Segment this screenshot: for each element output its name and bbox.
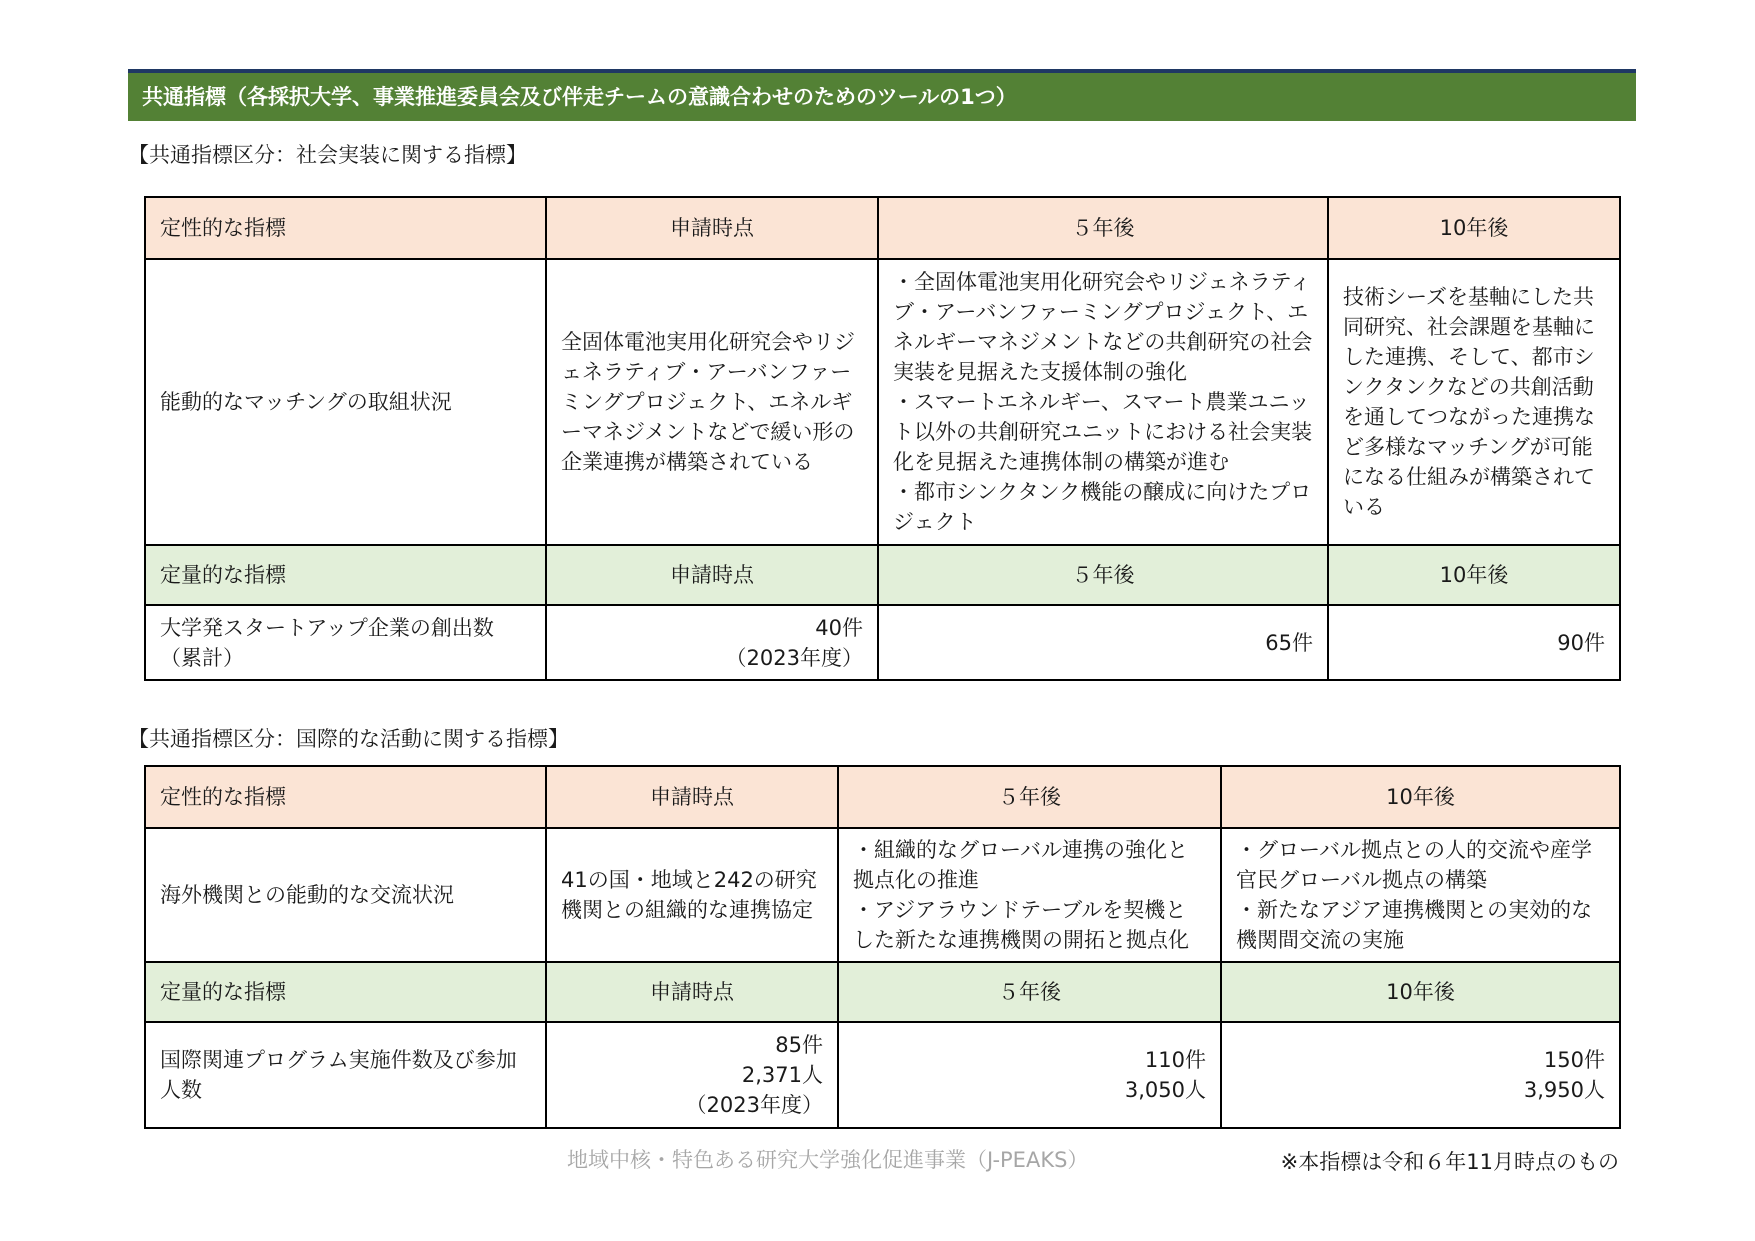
page-title: 共通指標（各採択大学、事業推進委員会及び伴走チームの意識合わせのためのツールの1つ）: [128, 73, 1636, 121]
header-cell: 10年後: [1221, 766, 1620, 828]
header-cell: 定量的な指標: [145, 962, 546, 1022]
header-cell: 定性的な指標: [145, 766, 546, 828]
year10-value: 150件 3,950人: [1221, 1022, 1620, 1128]
qualitative-row: [145, 259, 1620, 545]
header-cell: 10年後: [1328, 545, 1620, 605]
header-cell: ５年後: [838, 766, 1221, 828]
year5-value: 65件: [878, 605, 1328, 680]
header-cell: 10年後: [1328, 197, 1620, 259]
section-title-international: 【共通指標区分：国際的な活動に関する指標】: [128, 727, 569, 751]
section-title-social: 【共通指標区分：社会実装に関する指標】: [128, 143, 527, 167]
qualitative-row: [145, 828, 1620, 962]
year5-value: 110件 3,050人: [838, 1022, 1221, 1128]
application-value: 40件 （2023年度）: [546, 605, 878, 680]
indicator-label: 海外機関との能動的な交流状況: [145, 828, 546, 962]
quantitative-header-row: [145, 962, 1620, 1022]
header-cell: 10年後: [1221, 962, 1620, 1022]
header-cell: ５年後: [878, 197, 1328, 259]
quantitative-row: [145, 605, 1620, 680]
quantitative-row: [145, 1022, 1620, 1128]
header-cell: 申請時点: [546, 766, 838, 828]
header-cell: 申請時点: [546, 197, 878, 259]
application-value: 85件 2,371人 （2023年度）: [546, 1022, 838, 1128]
international-indicator-table: [144, 765, 1621, 1129]
quantitative-header-row: [145, 545, 1620, 605]
year10-value: 90件: [1328, 605, 1620, 680]
program-name: 地域中核・特色ある研究大学強化促進事業（J-PEAKS）: [567, 1148, 1089, 1172]
qualitative-header-row: [145, 197, 1620, 259]
indicator-label: 国際関連プログラム実施件数及び参加人数: [145, 1022, 546, 1128]
header-cell: ５年後: [878, 545, 1328, 605]
header-cell: 定性的な指標: [145, 197, 546, 259]
header-cell: 定量的な指標: [145, 545, 546, 605]
social-indicator-table: [144, 196, 1621, 681]
header-cell: ５年後: [838, 962, 1221, 1022]
qualitative-header-row: [145, 766, 1620, 828]
header-cell: 申請時点: [546, 962, 838, 1022]
header-cell: 申請時点: [546, 545, 878, 605]
year5-value: ・組織的なグローバル連携の強化と拠点化の推進 ・アジアラウンドテーブルを契機とした新たな連携機関の開拓と拠点化: [838, 828, 1221, 962]
application-value: 全固体電池実用化研究会やリジェネラティブ・アーバンファーミングプロジェクト、エネルギーマネジメントなどで緩い形の企業連携が構築されている: [546, 259, 878, 545]
application-value: 41の国・地域と242の研究機関との組織的な連携協定: [546, 828, 838, 962]
year10-value: ・グローバル拠点との人的交流や産学官民グローバル拠点の構築 ・新たなアジア連携機関との実効的な機関間交流の実施: [1221, 828, 1620, 962]
year5-value: ・全固体電池実用化研究会やリジェネラティブ・アーバンファーミングプロジェクト、エネルギーマネジメントなどの共創研究の社会実装を見据えた支援体制の強化 ・スマートエネルギー、スマート農業ユニット以外の共創研究ユニットにおける社会実装化を見据えた連携体制の構築が進む ・都市シンクタンク機能の醸成に向けたプロジェクト: [878, 259, 1328, 545]
indicator-label: 大学発スタートアップ企業の創出数 （累計）: [145, 605, 546, 680]
footnote: ※本指標は令和６年11月時点のもの: [1280, 1150, 1619, 1174]
indicator-label: 能動的なマッチングの取組状況: [145, 259, 546, 545]
year10-value: 技術シーズを基軸にした共同研究、社会課題を基軸にした連携、そして、都市シンクタンクなどの共創活動を通してつながった連携など多様なマッチングが可能になる仕組みが構築されている: [1328, 259, 1620, 545]
